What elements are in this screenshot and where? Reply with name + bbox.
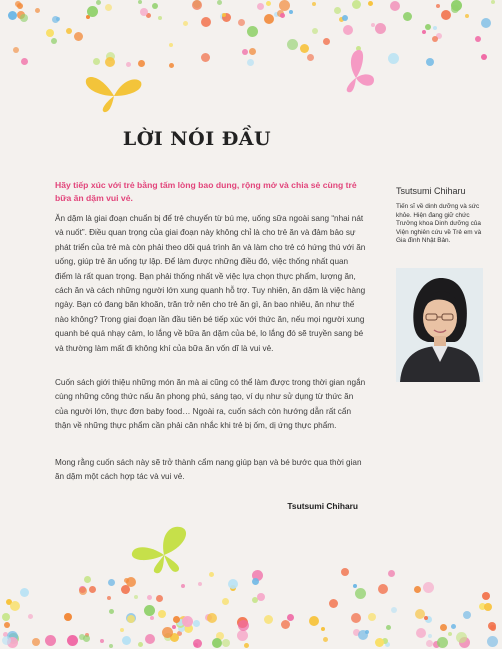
confetti-dot [209, 572, 214, 577]
confetti-dot [28, 614, 33, 619]
author-photo [396, 268, 483, 382]
confetti-dot [156, 595, 163, 602]
confetti-dot [182, 616, 193, 627]
confetti-dot [353, 584, 357, 588]
confetti-dot [138, 0, 142, 4]
confetti-dot [51, 38, 57, 44]
confetti-dot [388, 570, 395, 577]
confetti-dot [105, 57, 115, 67]
confetti-dot [134, 595, 138, 599]
confetti-dot [280, 13, 285, 18]
confetti-dot [456, 632, 467, 643]
confetti-dot [249, 48, 256, 55]
confetti-dot [475, 36, 481, 42]
confetti-dot [13, 47, 19, 53]
confetti-dot [158, 16, 162, 20]
confetti-dot [312, 28, 318, 34]
confetti-dot [386, 625, 391, 630]
confetti-dot [169, 43, 173, 47]
confetti-dot [465, 14, 469, 18]
confetti-dot [93, 58, 100, 65]
confetti-dot [244, 643, 249, 648]
confetti-dot [109, 609, 114, 614]
confetti-dot [391, 607, 397, 613]
confetti-dot [375, 23, 386, 34]
confetti-dot [201, 53, 210, 62]
confetti-dot [158, 610, 166, 618]
confetti-dot [152, 3, 158, 9]
confetti-dot [432, 36, 438, 42]
confetti-dot [448, 632, 452, 636]
confetti-dot [279, 0, 290, 11]
confetti-dot [100, 639, 104, 643]
confetti-dot [222, 639, 230, 647]
confetti-dot [52, 16, 59, 23]
confetti-dot [433, 26, 437, 30]
confetti-dot [436, 4, 440, 8]
confetti-dot [428, 634, 432, 638]
confetti-dot [46, 29, 54, 37]
confetti-dot [126, 62, 131, 67]
confetti-dot [463, 611, 471, 619]
confetti-dot [352, 0, 361, 9]
confetti-dot [222, 598, 229, 605]
author-portrait-icon [396, 268, 483, 382]
confetti-dot [127, 615, 135, 623]
confetti-dot [66, 28, 72, 34]
confetti-dot [321, 627, 325, 631]
confetti-dot [242, 49, 248, 55]
paragraph-1: Ăn dặm là giai đoạn chuẩn bị để trẻ chuyển từ bú mẹ, uống sữa ngoài sang “nhai nát và nuốt”. Điều quan trọng của giai đoạn này không chỉ là cho trẻ ăn và đảm bảo sự phát triển của trẻ mà còn phải theo dõi quá trình ăn và làm cho trẻ có hứng thú với ăn uống, giúp trẻ ăn uống tự lập. Để làm được những điều đó, việc thống nhất quan điểm là rất quan trọng. Bạn phải thống nhất về việc lựa chọn thực phẩm, lượng ăn, cách ăn và cách những người lớn xung quanh hỗ trợ. Tuy nhiên, ăn dặm là việc hàng ngày. Bạn có đang băn khoăn, trăn trở nên cho trẻ ăn gì, ăn bao nhiêu, ăn như thế nào không? Trong giai đoạn lần đầu tiên bé tiếp xúc với thức ăn, nếu mọi người xung quanh bé quá nhạy cảm, lo lắng về bữa ăn dặm của bé, lo lắng đó sẽ truyền sang bé và thường làm mất đi không khí của bữa ăn vốn dĩ là vui vẻ. [55, 214, 366, 353]
page-title: LỜI NÓI ĐẦU [122, 128, 272, 150]
confetti-dot [2, 613, 10, 621]
confetti-dots-top [0, 0, 502, 70]
confetti-dot [83, 635, 90, 642]
confetti-dot [426, 58, 434, 66]
confetti-dot [67, 635, 78, 646]
confetti-dot [15, 1, 21, 7]
confetti-dot [422, 30, 426, 34]
confetti-dot [20, 14, 28, 22]
confetti-dot [343, 25, 353, 35]
confetti-dot [378, 584, 388, 594]
confetti-dot [257, 593, 265, 601]
confetti-dot [105, 4, 112, 11]
author-bio: Tiến sĩ về dinh dưỡng và sức khỏe. Hiện đang giữ chức Trưởng khoa Dinh dưỡng của Viện nghiên cứu về Trẻ em và Gia đình Nhật Bản. [396, 203, 482, 245]
confetti-dot [238, 620, 249, 631]
confetti-dots-bottom [0, 568, 502, 649]
confetti-dot [323, 38, 330, 45]
confetti-dot [96, 0, 101, 5]
butterfly-yellow-icon [84, 70, 144, 114]
confetti-dot [107, 596, 111, 600]
confetti-dot [388, 53, 399, 64]
confetti-dot [192, 0, 202, 10]
confetti-dot [162, 627, 173, 638]
confetti-dot [414, 586, 421, 593]
confetti-dot [172, 625, 176, 629]
confetti-dot [79, 587, 87, 595]
paragraph-2: Cuốn sách giới thiệu những món ăn mà ai cũng có thể làm được trong thời gian ngắn cùng những công thức nấu ăn phong phú, sáng tạo, ví dụ như sử dụng từ thức ăn của người lớn, thực đơn baby food… Ngoài ra, cuốn sách còn hướng dẫn rất cẩn thận về những thực phẩm cần phải cân nhắc khi trẻ bị ốm, dị ứng thực phẩm. [55, 378, 366, 431]
confetti-dot [426, 640, 433, 647]
confetti-dot [341, 568, 349, 576]
confetti-dot [122, 636, 131, 645]
confetti-dot [217, 0, 222, 5]
confetti-dot [416, 628, 426, 638]
confetti-dot [21, 58, 28, 65]
confetti-dot [264, 14, 274, 24]
confetti-dot [10, 601, 20, 611]
confetti-dot [355, 588, 366, 599]
confetti-dot [193, 620, 200, 627]
confetti-dot [451, 5, 459, 13]
butterfly-pink-icon [340, 48, 376, 94]
confetti-dot [84, 576, 91, 583]
confetti-dot [252, 578, 259, 585]
confetti-dot [351, 613, 361, 623]
confetti-dot [375, 638, 384, 647]
confetti-dot [484, 603, 492, 611]
confetti-dot [247, 59, 254, 66]
confetti-dot [281, 620, 290, 629]
confetti-dot [368, 613, 376, 621]
confetti-dot [20, 588, 29, 597]
confetti-dot [173, 616, 180, 623]
confetti-dot [441, 10, 451, 20]
confetti-dot [323, 637, 328, 642]
confetti-dot [8, 11, 17, 20]
confetti-dot [368, 1, 373, 6]
confetti-dot [138, 60, 145, 67]
confetti-dot [147, 595, 152, 600]
confetti-dot [342, 15, 348, 21]
confetti-dot [309, 616, 319, 626]
confetti-dot [481, 54, 487, 60]
confetti-dot [247, 26, 258, 37]
confetti-dot [424, 616, 428, 620]
confetti-dot [423, 582, 434, 593]
confetti-dot [138, 642, 143, 647]
confetti-dot [390, 1, 400, 11]
confetti-dot [238, 19, 245, 26]
confetti-dot [45, 635, 56, 646]
confetti-dot [2, 636, 11, 645]
confetti-dot [145, 634, 155, 644]
author-name: Tsutsumi Chiharu [396, 186, 466, 196]
paragraph-3: Mong rằng cuốn sách này sẽ trở thành cẩm nang giúp bạn và bé bước qua thời gian ăn dặm một cách hợp tác và vui vẻ. [55, 458, 362, 482]
confetti-dot [257, 3, 264, 10]
confetti-dot [109, 644, 113, 648]
confetti-dot [329, 599, 338, 608]
confetti-dot [35, 8, 40, 13]
confetti-dot [183, 21, 188, 26]
confetti-dot [358, 630, 368, 640]
confetti-dot [228, 579, 238, 589]
confetti-dot [481, 18, 491, 28]
confetti-dot [212, 638, 222, 648]
confetti-dot [198, 582, 202, 586]
confetti-dot [201, 17, 211, 27]
confetti-dot [403, 12, 412, 21]
confetti-dot [74, 32, 83, 41]
confetti-dot [266, 1, 271, 6]
confetti-dot [124, 578, 129, 583]
confetti-dot [287, 39, 298, 50]
lead-text: Hãy tiếp xúc với trẻ bằng tấm lòng bao dung, rộng mở và chia sẻ cùng trẻ bữa ăn dặm vui vẻ. [55, 180, 357, 203]
confetti-dot [312, 2, 316, 6]
confetti-dot [64, 613, 72, 621]
confetti-dot [4, 622, 10, 628]
confetti-dot [169, 63, 174, 68]
confetti-dot [144, 605, 155, 616]
confetti-dot [264, 615, 273, 624]
confetti-dot [87, 6, 98, 17]
confetti-dot [289, 10, 293, 14]
confetti-dot [108, 579, 115, 586]
confetti-dot [207, 613, 217, 623]
confetti-dot [89, 586, 96, 593]
confetti-dot [300, 44, 309, 53]
confetti-dot [487, 636, 498, 647]
confetti-dot [437, 637, 448, 648]
signature: Tsutsumi Chiharu [287, 501, 358, 511]
confetti-dot [491, 0, 495, 4]
confetti-dot [193, 639, 202, 648]
confetti-dot [425, 24, 431, 30]
confetti-dot [120, 628, 124, 632]
confetti-dot [482, 592, 490, 600]
confetti-dot [181, 584, 185, 588]
confetti-dot [140, 8, 148, 16]
confetti-dot [440, 624, 447, 631]
confetti-dot [490, 625, 496, 631]
confetti-dot [451, 624, 456, 629]
confetti-dot [237, 630, 248, 641]
confetti-dot [307, 54, 314, 61]
confetti-dot [334, 7, 341, 14]
confetti-dot [150, 616, 154, 620]
confetti-dot [32, 638, 40, 646]
confetti-dot [222, 13, 226, 17]
confetti-dot [371, 23, 375, 27]
